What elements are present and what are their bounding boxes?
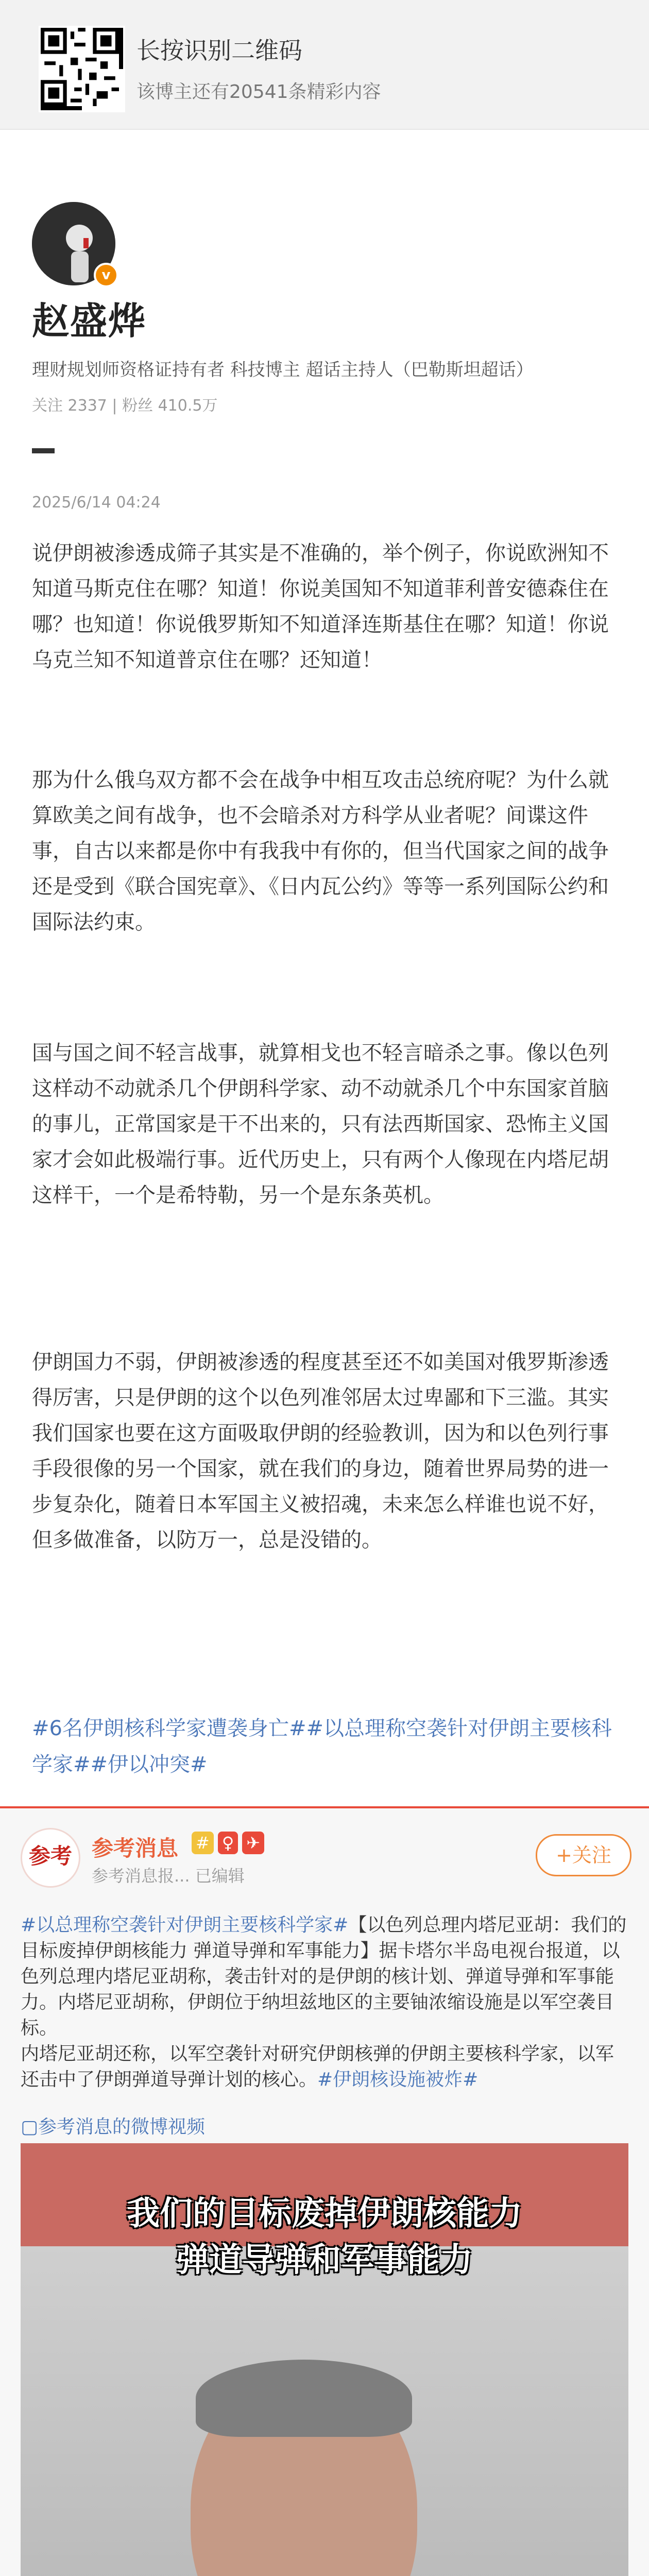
- verified-badge-icon: v: [94, 263, 118, 287]
- author-stats: 关注 2337 | 粉丝 410.5万: [32, 397, 218, 415]
- video-caption-top: 弹道导弹和军事能力: [176, 2241, 473, 2279]
- qr-code[interactable]: [39, 26, 125, 112]
- plane-badge-icon: ✈: [242, 1832, 264, 1854]
- post-paragraph: 那为什么俄乌双方都不会在战争中相互攻击总统府呢？为什么就算欧美之间有战争，也不会暗杀对方科学从业者呢？间谍这件事，自古以来都是你中有我我中有你的，但当代国家之间的战争还是受到《联合国宪章》、《日内瓦公约》等等一系列国际公约和国际法约束。: [32, 768, 609, 934]
- follow-button[interactable]: +关注: [536, 1834, 631, 1876]
- embedded-text: [21, 1912, 628, 2093]
- top-qr-banner: [0, 0, 649, 130]
- speaker-hair: [196, 2360, 412, 2437]
- embedded-hashtag[interactable]: #以总理称空袭针对伊朗主要核科学家#: [21, 1914, 349, 1936]
- female-badge-icon: ♀: [218, 1832, 238, 1854]
- qr-banner-subtitle: 该博主还有20541条精彩内容: [136, 81, 381, 103]
- embedded-avatar[interactable]: 参考: [21, 1828, 80, 1888]
- embedded-badges: [192, 1832, 268, 1854]
- post-hashtags[interactable]: #6名伊朗核科学家遭袭身亡##以总理称空袭针对伊朗主要核科学家##伊以冲突#: [32, 1717, 612, 1776]
- video-caption-top: 我们的目标废掉伊朗核能力: [127, 2195, 522, 2233]
- embedded-hashtag[interactable]: #伊朗核设施被炸#: [317, 2069, 479, 2090]
- video-link[interactable]: ▢参考消息的微博视频: [21, 2116, 206, 2138]
- post-paragraph: 国与国之间不轻言战事，就算相戈也不轻言暗杀之事。像以色列这样动不动就杀几个伊朗科学家、动不动就杀几个中东国家首脑的事儿，正常国家是干不出来的，只有法西斯国家、恐怖主义国家才会如此极端行事。近代历史上，只有两个人像现在内塔尼胡这样干，一个是希特勒，另一个是东条英机。: [32, 1041, 609, 1207]
- post-paragraph: 说伊朗被渗透成筛子其实是不准确的，举个例子，你说欧洲知不知道马斯克住在哪？知道！你说美国知不知道菲利普安德森住在哪？也知道！你说俄罗斯知不知道泽连斯基住在哪？知道！你说乌克兰知不知道普京住在哪？还知道！: [32, 541, 609, 672]
- embedded-body: 【以色列总理内塔尼亚胡：我们的目标废掉伊朗核能力 弹道导弹和军事能力】据卡塔尔半岛电视台报道，以色列总理内塔尼亚胡称，袭击针对的是伊朗的核计划、弹道导弹和军事能力。内塔尼亚胡称，伊朗位于纳坦兹地区的主要铀浓缩设施是以军空袭目标。 内塔尼亚胡还称，以军空袭针对研究伊朗核弹的伊朗主要核科学家，以军还击中了伊朗弹道导弹计划的核心。: [21, 1914, 627, 2090]
- author-name[interactable]: 赵盛烨: [32, 299, 147, 343]
- embedded-meta: 参考消息报... 已编辑: [92, 1866, 245, 1886]
- hashtag-badge-icon: #: [192, 1832, 214, 1854]
- post-paragraph: 伊朗国力不弱，伊朗被渗透的程度甚至还不如美国对俄罗斯渗透得厉害，只是伊朗的这个以色列准邻居太过卑鄙和下三滥。其实我们国家也要在这方面吸取伊朗的经验教训，因为和以色列行事手段很像的另一个国家，就在我们的身边，随着世界局势的进一步复杂化，随着日本军国主义被招魂，未来怎么样谁也说不好，但多做准备，以防万一，总是没错的。: [32, 1350, 609, 1552]
- qr-banner-title: 长按识别二维码: [136, 37, 302, 64]
- divider: [32, 448, 55, 453]
- post-timestamp: 2025/6/14 04:24: [32, 494, 161, 512]
- video-player[interactable]: [21, 2143, 628, 2576]
- author-description: 理财规划师资格证持有者 科技博主 超话主持人（巴勒斯坦超话）: [32, 360, 534, 380]
- embedded-account-name[interactable]: 参考消息: [92, 1836, 179, 1861]
